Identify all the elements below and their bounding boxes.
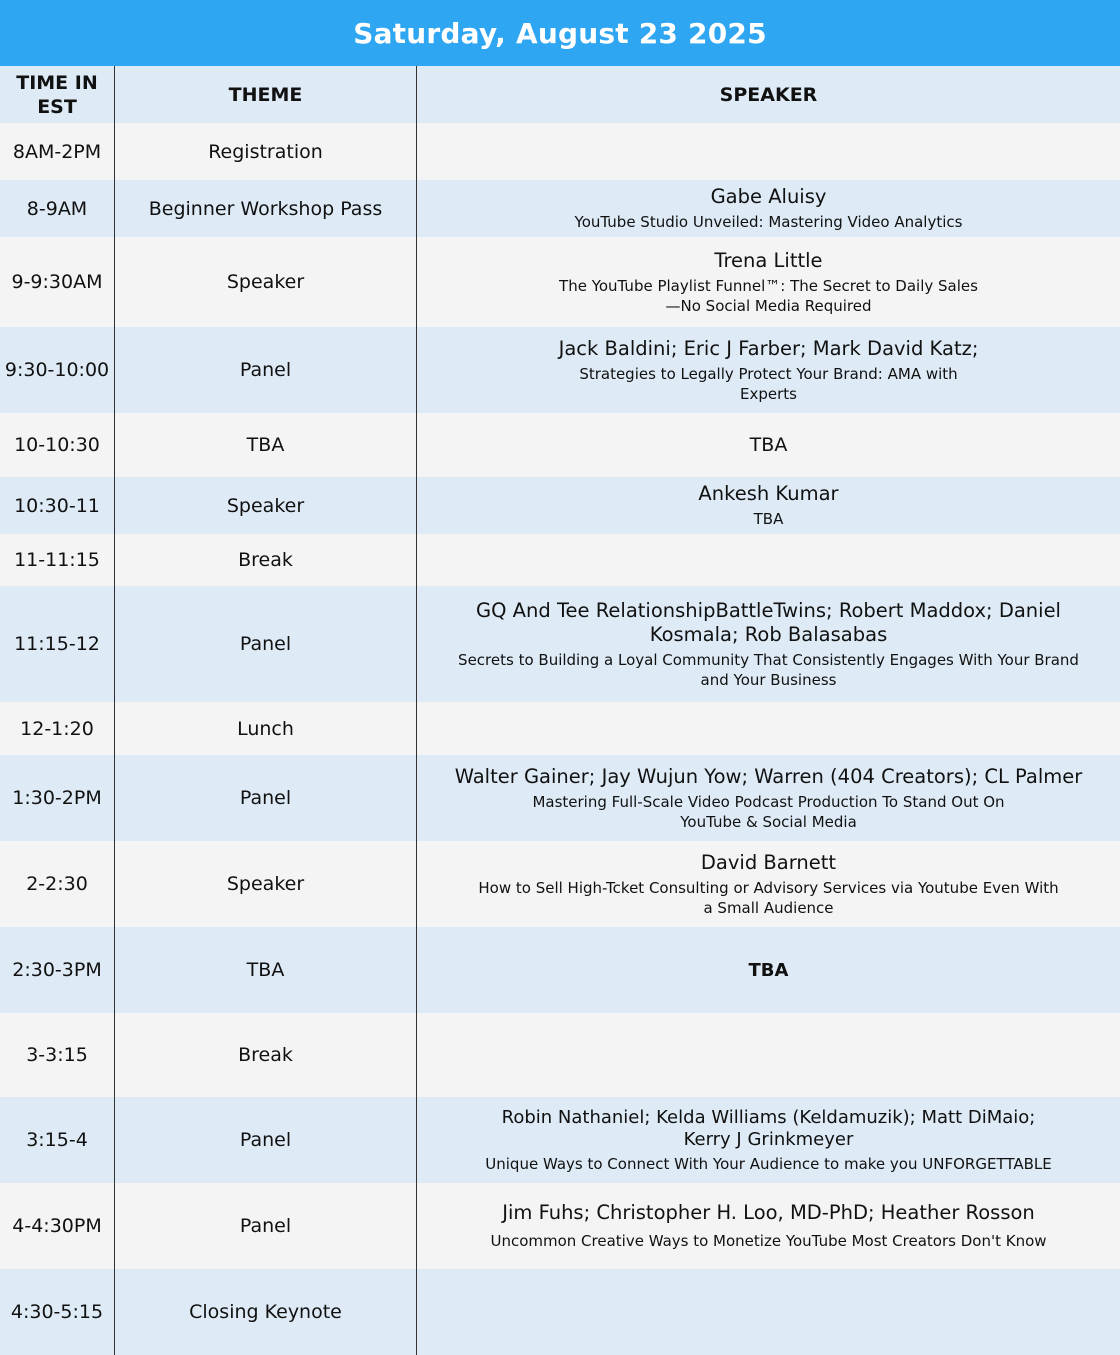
table-row — [0, 586, 1120, 702]
speaker-cell — [417, 237, 1120, 327]
time-cell: 2-2:30 — [0, 841, 115, 927]
speaker-cell — [417, 586, 1120, 702]
session-title: Unique Ways to Connect With Your Audience to make you UNFORGETTABLE — [485, 1154, 1052, 1173]
session-title: Strategies to Legally Protect Your Brand: AMA with Experts — [579, 364, 958, 403]
table-row — [0, 755, 1120, 841]
table-row — [0, 180, 1120, 237]
theme-cell: Panel — [115, 1097, 417, 1183]
table-row — [0, 534, 1120, 586]
theme-cell: TBA — [115, 413, 417, 477]
theme-cell: Speaker — [115, 237, 417, 327]
session-title: TBA — [753, 510, 784, 528]
time-cell: 8-9AM — [0, 180, 115, 237]
theme-cell: Break — [115, 1013, 417, 1097]
table-row — [0, 327, 1120, 413]
table-row — [0, 413, 1120, 477]
speaker-names: Jim Fuhs; Christopher H. Loo, MD-PhD; Heather Rosson — [502, 1201, 1035, 1224]
table-row — [0, 1013, 1120, 1097]
table-row — [0, 927, 1120, 1013]
time-cell: 12-1:20 — [0, 702, 115, 755]
speaker-cell — [417, 1013, 1120, 1097]
time-cell: 11-11:15 — [0, 534, 115, 586]
speaker-cell — [417, 755, 1120, 841]
table-row — [0, 1183, 1120, 1269]
time-cell: 1:30-2PM — [0, 755, 115, 841]
speaker-names: Ankesh Kumar — [698, 482, 839, 505]
theme-cell: Beginner Workshop Pass — [115, 180, 417, 237]
time-cell: 4:30-5:15 — [0, 1269, 115, 1355]
table-row — [0, 702, 1120, 755]
speaker-cell — [417, 702, 1120, 755]
table-row — [0, 477, 1120, 534]
time-cell: 11:15-12 — [0, 586, 115, 702]
time-cell: 10:30-11 — [0, 477, 115, 534]
table-row — [0, 1097, 1120, 1183]
speaker-cell — [417, 413, 1120, 477]
session-title: Mastering Full-Scale Video Podcast Production To Stand Out On YouTube & Social Media — [532, 792, 1005, 831]
theme-cell: Registration — [115, 123, 417, 180]
header-time: TIME IN EST — [0, 66, 115, 123]
theme-cell: Speaker — [115, 477, 417, 534]
theme-cell: TBA — [115, 927, 417, 1013]
theme-cell: Panel — [115, 586, 417, 702]
speaker-cell — [417, 123, 1120, 180]
speaker-names: Gabe Aluisy — [710, 185, 827, 208]
speaker-cell — [417, 327, 1120, 413]
session-title: The YouTube Playlist Funnel™: The Secret to Daily Sales—No Social Media Required — [559, 276, 978, 315]
time-cell: 3-3:15 — [0, 1013, 115, 1097]
speaker-cell — [417, 1183, 1120, 1269]
table-row — [0, 1269, 1120, 1355]
theme-cell: Panel — [115, 327, 417, 413]
speaker-names: Walter Gainer; Jay Wujun Yow; Warren (404 Creators); CL Palmer — [454, 764, 1083, 788]
speaker-cell — [417, 180, 1120, 237]
session-title: How to Sell High-Tcket Consulting or Advisory Services via Youtube Even With a Small Audience — [478, 878, 1059, 917]
time-cell: 8AM-2PM — [0, 123, 115, 180]
theme-cell: Closing Keynote — [115, 1269, 417, 1355]
speaker-cell — [417, 841, 1120, 927]
schedule-title: Saturday, August 23 2025 — [0, 0, 1120, 66]
table-row — [0, 841, 1120, 927]
speaker-cell — [417, 1269, 1120, 1355]
speaker-names: TBA — [749, 434, 788, 456]
speaker-cell — [417, 534, 1120, 586]
speaker-names: Robin Nathaniel; Kelda Williams (Keldamuzik); Matt DiMaio; Kerry J Grinkmeyer — [501, 1106, 1036, 1150]
time-cell: 2:30-3PM — [0, 927, 115, 1013]
time-cell: 9-9:30AM — [0, 237, 115, 327]
speaker-names: Trena Little — [714, 248, 823, 272]
header-theme: THEME — [115, 66, 417, 123]
time-cell: 3:15-4 — [0, 1097, 115, 1183]
theme-cell: Break — [115, 534, 417, 586]
speaker-cell — [417, 927, 1120, 1013]
table-row — [0, 237, 1120, 327]
session-title: Uncommon Creative Ways to Monetize YouTube Most Creators Don't Know — [490, 1232, 1047, 1250]
theme-cell: Speaker — [115, 841, 417, 927]
speaker-names: GQ And Tee RelationshipBattleTwins; Robert Maddox; Daniel Kosmala; Rob Balasabas — [476, 598, 1061, 646]
time-cell: 10-10:30 — [0, 413, 115, 477]
speaker-cell — [417, 477, 1120, 534]
theme-cell: Panel — [115, 1183, 417, 1269]
table-row — [0, 123, 1120, 180]
time-cell: 4-4:30PM — [0, 1183, 115, 1269]
session-title: Secrets to Building a Loyal Community That Consistently Engages With Your Brand and Your Business — [458, 650, 1079, 689]
theme-cell: Lunch — [115, 702, 417, 755]
speaker-names: Jack Baldini; Eric J Farber; Mark David Katz; — [558, 336, 979, 360]
speaker-names: David Barnett — [700, 850, 837, 874]
time-cell: 9:30-10:00 — [0, 327, 115, 413]
theme-cell: Panel — [115, 755, 417, 841]
speaker-names: TBA — [748, 959, 789, 981]
speaker-cell — [417, 1097, 1120, 1183]
table-header-row — [0, 66, 1120, 123]
schedule-table — [0, 66, 1120, 1355]
session-title: YouTube Studio Unveiled: Mastering Video Analytics — [574, 213, 963, 231]
header-speaker: SPEAKER — [719, 83, 818, 106]
